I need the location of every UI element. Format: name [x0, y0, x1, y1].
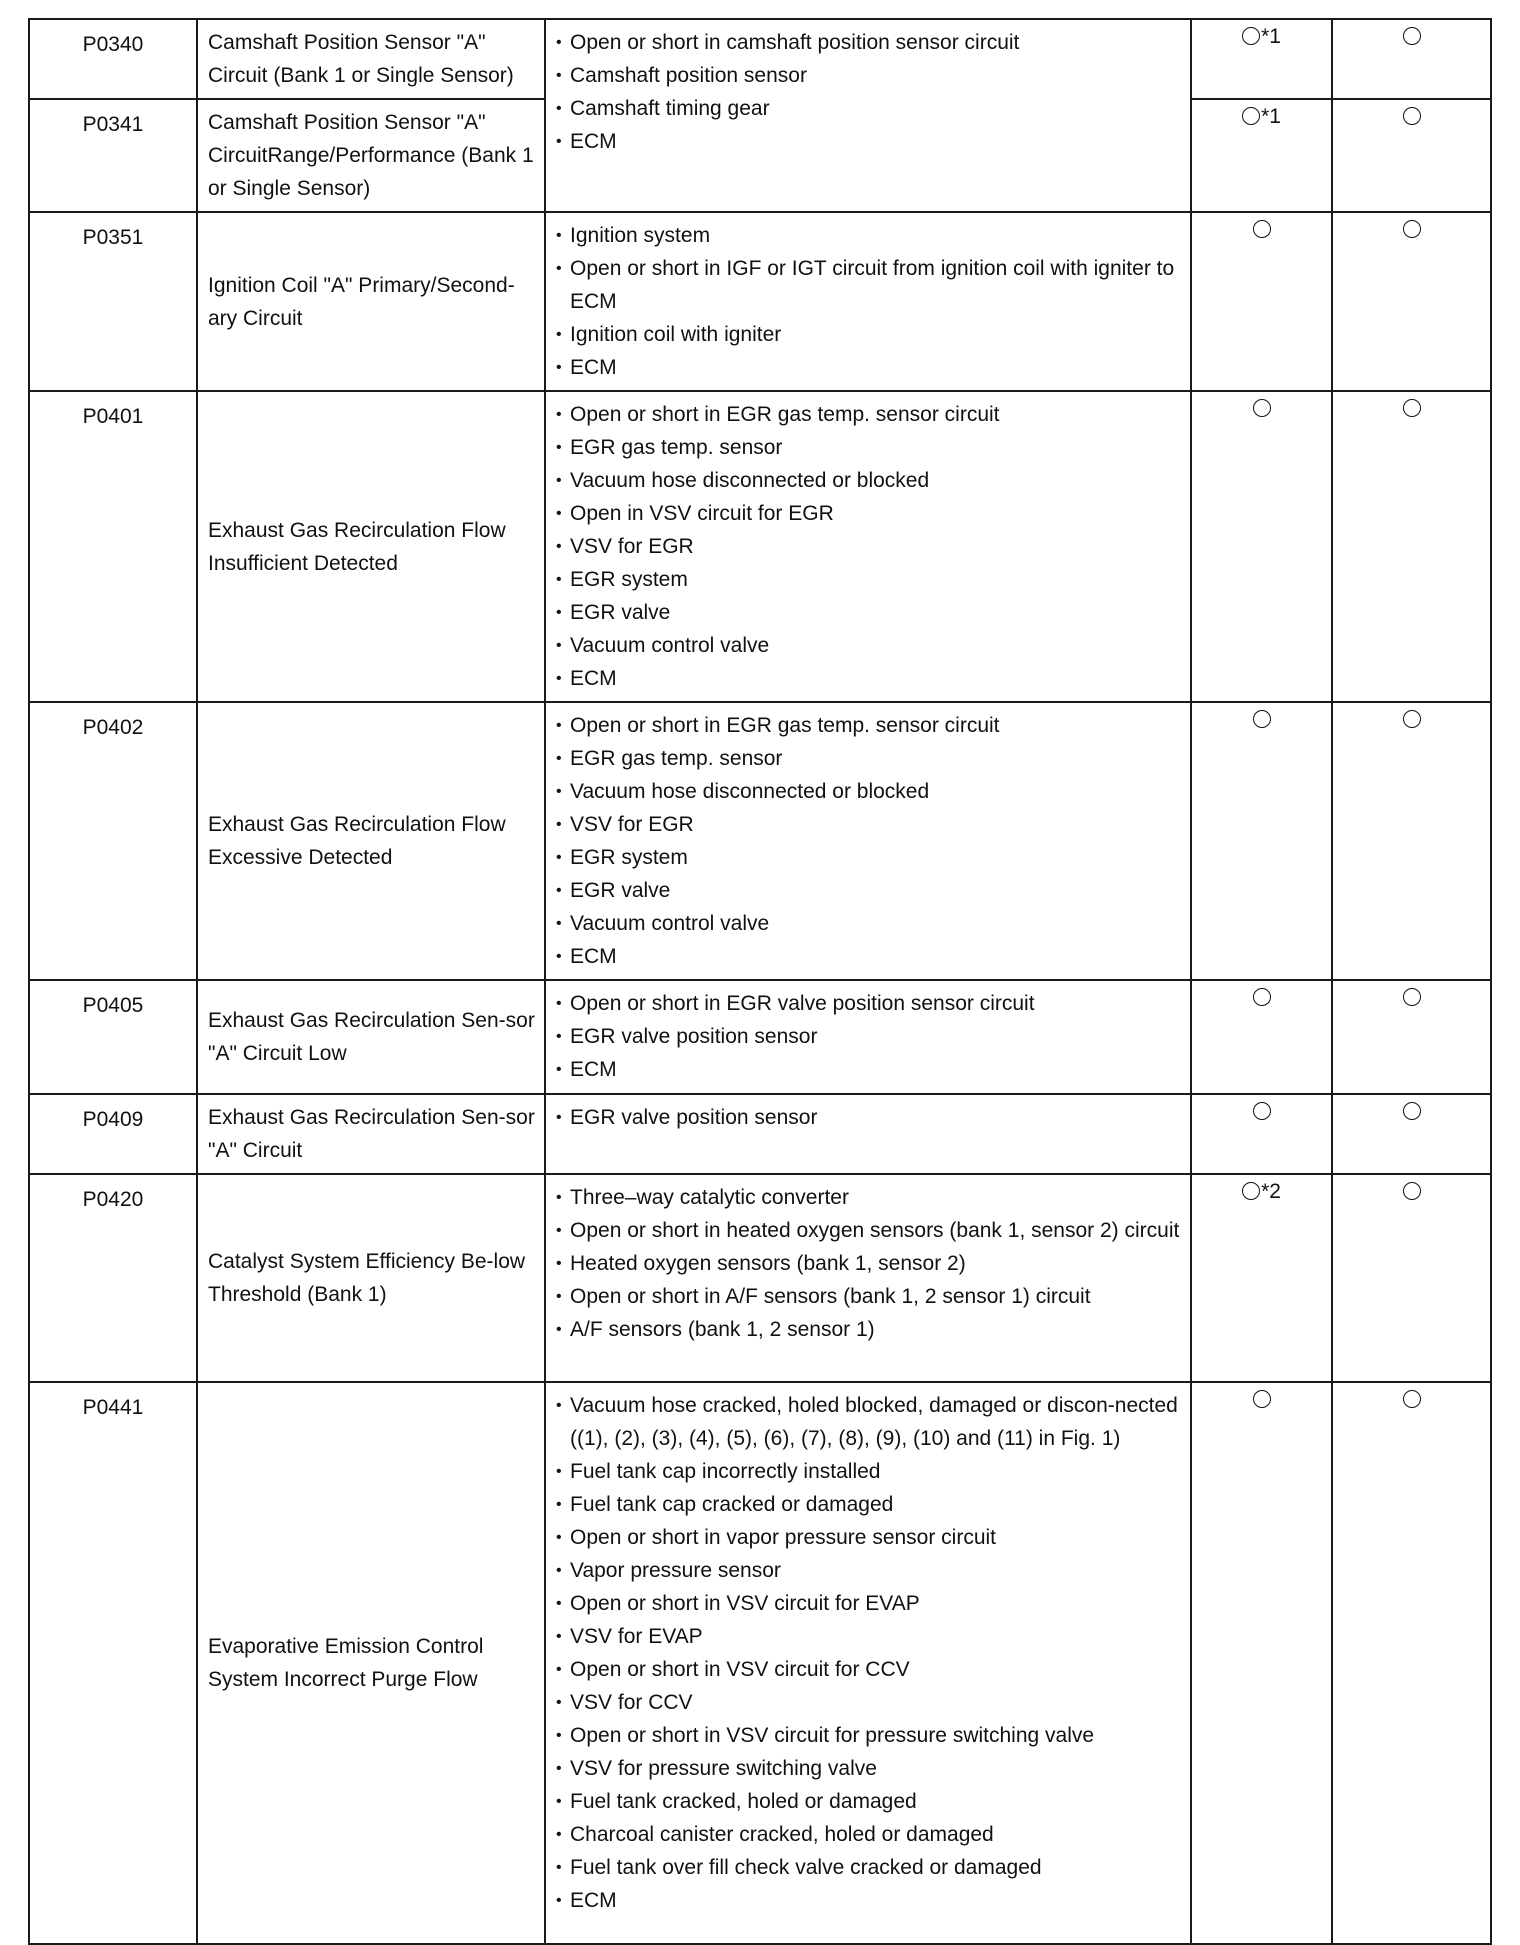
trouble-area-item: • Open or short in EGR gas temp. sensor circuit — [556, 398, 1180, 431]
trouble-area-item: • Fuel tank cracked, holed or damaged — [556, 1785, 1180, 1818]
trouble-area — [545, 391, 1191, 702]
dtc-code — [29, 1382, 197, 1944]
trouble-area-item: • Open in VSV circuit for EGR — [556, 497, 1180, 530]
memory-mark — [1332, 391, 1491, 702]
circle-mark-icon — [1242, 1182, 1260, 1200]
trouble-area-list — [556, 1101, 1180, 1134]
trouble-area-item: • EGR system — [556, 841, 1180, 874]
memory-mark — [1332, 980, 1491, 1094]
dtc-code — [29, 1174, 197, 1382]
mil-mark — [1191, 1174, 1332, 1382]
trouble-area-item: • Camshaft position sensor — [556, 59, 1180, 92]
trouble-area-item: • Fuel tank cap incorrectly installed — [556, 1455, 1180, 1488]
dtc-code — [29, 99, 197, 212]
mil-mark — [1191, 391, 1332, 702]
trouble-area-list — [556, 219, 1180, 384]
trouble-area-item: • Vapor pressure sensor — [556, 1554, 1180, 1587]
dtc-code-text: P0420 — [82, 1188, 144, 1211]
circle-mark-icon — [1403, 1182, 1421, 1200]
dtc-code-text: P0405 — [82, 994, 144, 1017]
circle-mark-icon — [1403, 220, 1421, 238]
trouble-area-list — [556, 26, 1180, 158]
detection-item: Exhaust Gas Recirculation Flow Insufficient Detected — [197, 391, 545, 702]
trouble-area-item: • Vacuum hose cracked, holed blocked, damaged or discon-nected ((1), (2), (3), (4), (5), (6), (7), (8), (9), (10) and (11) in Fig. 1) — [556, 1389, 1180, 1455]
trouble-area-item: • Open or short in VSV circuit for pressure switching valve — [556, 1719, 1180, 1752]
trouble-area-item: • VSV for EVAP — [556, 1620, 1180, 1653]
mil-mark — [1191, 1382, 1332, 1944]
trouble-area — [545, 1382, 1191, 1944]
trouble-area-list — [556, 987, 1180, 1086]
dtc-code-text: P0340 — [82, 33, 144, 56]
circle-mark-icon — [1242, 107, 1260, 125]
circle-mark-icon — [1403, 988, 1421, 1006]
footnote-marker: *1 — [1261, 105, 1281, 128]
trouble-area-item: • Vacuum control valve — [556, 629, 1180, 662]
trouble-area-item: • VSV for EGR — [556, 530, 1180, 563]
trouble-area — [545, 702, 1191, 980]
dtc-table-page — [28, 18, 1490, 1945]
dtc-code — [29, 702, 197, 980]
trouble-area-item: • EGR gas temp. sensor — [556, 431, 1180, 464]
table-row — [29, 212, 1491, 391]
trouble-area-item: • Camshaft timing gear — [556, 92, 1180, 125]
trouble-area — [545, 980, 1191, 1094]
trouble-area — [545, 1094, 1191, 1174]
trouble-area-item: • Open or short in camshaft position sensor circuit — [556, 26, 1180, 59]
trouble-area-item: • Three–way catalytic converter — [556, 1181, 1180, 1214]
trouble-area-item: • ECM — [556, 662, 1180, 695]
trouble-area-item: • ECM — [556, 125, 1180, 158]
trouble-area-item: • Open or short in heated oxygen sensors (bank 1, sensor 2) circuit — [556, 1214, 1180, 1247]
trouble-area-item: • Vacuum hose disconnected or blocked — [556, 464, 1180, 497]
trouble-area-item: • Open or short in IGF or IGT circuit from ignition coil with igniter to ECM — [556, 252, 1180, 318]
circle-mark-icon — [1253, 399, 1271, 417]
mil-mark — [1191, 980, 1332, 1094]
trouble-area-list — [556, 398, 1180, 695]
table-row — [29, 19, 1491, 99]
trouble-area-list — [556, 709, 1180, 973]
footnote-marker: *2 — [1261, 1180, 1281, 1203]
table-row — [29, 1382, 1491, 1944]
circle-mark-icon — [1403, 1390, 1421, 1408]
trouble-area-item: • EGR valve — [556, 874, 1180, 907]
trouble-area-item: • EGR valve position sensor — [556, 1020, 1180, 1053]
dtc-code-text: P0402 — [82, 716, 144, 739]
mil-mark — [1191, 19, 1332, 99]
trouble-area-item: • Vacuum control valve — [556, 907, 1180, 940]
trouble-area-item: • Open or short in vapor pressure sensor circuit — [556, 1521, 1180, 1554]
dtc-code-text: P0401 — [82, 405, 144, 428]
trouble-area-item: • Open or short in A/F sensors (bank 1, 2 sensor 1) circuit — [556, 1280, 1180, 1313]
dtc-code — [29, 980, 197, 1094]
table-row — [29, 1174, 1491, 1382]
trouble-area-item: • Charcoal canister cracked, holed or damaged — [556, 1818, 1180, 1851]
mil-mark — [1191, 1094, 1332, 1174]
trouble-area-item: • Vacuum hose disconnected or blocked — [556, 775, 1180, 808]
circle-mark-icon — [1403, 710, 1421, 728]
memory-mark — [1332, 702, 1491, 980]
trouble-area-list — [556, 1181, 1180, 1346]
circle-mark-icon — [1253, 1390, 1271, 1408]
trouble-area-item: • EGR system — [556, 563, 1180, 596]
trouble-area-item: • Heated oxygen sensors (bank 1, sensor 2) — [556, 1247, 1180, 1280]
dtc-code — [29, 1094, 197, 1174]
table-row — [29, 391, 1491, 702]
trouble-area-item: • ECM — [556, 351, 1180, 384]
trouble-area-item: • ECM — [556, 1884, 1180, 1917]
dtc-code — [29, 19, 197, 99]
table-row — [29, 702, 1491, 980]
trouble-area-item: • EGR valve position sensor — [556, 1101, 1180, 1134]
trouble-area-item: • VSV for CCV — [556, 1686, 1180, 1719]
trouble-area-list — [556, 1389, 1180, 1917]
trouble-area-item: • VSV for pressure switching valve — [556, 1752, 1180, 1785]
trouble-area-item: • Open or short in EGR valve position sensor circuit — [556, 987, 1180, 1020]
trouble-area-item: • ECM — [556, 1053, 1180, 1086]
dtc-code-text: P0351 — [82, 226, 144, 249]
detection-item: Ignition Coil "A" Primary/Second-ary Circuit — [197, 212, 545, 391]
memory-mark — [1332, 1094, 1491, 1174]
memory-mark — [1332, 1382, 1491, 1944]
circle-mark-icon — [1403, 1102, 1421, 1120]
trouble-area-item: • Fuel tank over fill check valve cracked or damaged — [556, 1851, 1180, 1884]
footnote-marker: *1 — [1261, 25, 1281, 48]
trouble-area — [545, 19, 1191, 212]
trouble-area-item: • Open or short in EGR gas temp. sensor circuit — [556, 709, 1180, 742]
trouble-area-item: • EGR gas temp. sensor — [556, 742, 1180, 775]
detection-item: Camshaft Position Sensor "A" Circuit (Bank 1 or Single Sensor) — [197, 19, 545, 99]
dtc-code-text: P0341 — [82, 113, 144, 136]
trouble-area-item: • Open or short in VSV circuit for EVAP — [556, 1587, 1180, 1620]
detection-item: Evaporative Emission Control System Incorrect Purge Flow — [197, 1382, 545, 1944]
trouble-area-item: • EGR valve — [556, 596, 1180, 629]
trouble-area-item: • Open or short in VSV circuit for CCV — [556, 1653, 1180, 1686]
memory-mark — [1332, 212, 1491, 391]
circle-mark-icon — [1403, 399, 1421, 417]
memory-mark — [1332, 1174, 1491, 1382]
circle-mark-icon — [1242, 27, 1260, 45]
dtc-code-text: P0409 — [82, 1108, 144, 1131]
circle-mark-icon — [1253, 710, 1271, 728]
circle-mark-icon — [1253, 220, 1271, 238]
table-row — [29, 1094, 1491, 1174]
mil-mark — [1191, 702, 1332, 980]
circle-mark-icon — [1253, 988, 1271, 1006]
trouble-area-item: • A/F sensors (bank 1, 2 sensor 1) — [556, 1313, 1180, 1346]
detection-item: Exhaust Gas Recirculation Sen-sor "A" Circuit Low — [197, 980, 545, 1094]
detection-item: Catalyst System Efficiency Be-low Threshold (Bank 1) — [197, 1174, 545, 1382]
trouble-area-item: • Ignition coil with igniter — [556, 318, 1180, 351]
memory-mark — [1332, 99, 1491, 212]
circle-mark-icon — [1403, 27, 1421, 45]
detection-item: Exhaust Gas Recirculation Sen-sor "A" Circuit — [197, 1094, 545, 1174]
mil-mark — [1191, 99, 1332, 212]
circle-mark-icon — [1403, 107, 1421, 125]
trouble-area-item: • ECM — [556, 940, 1180, 973]
dtc-code — [29, 391, 197, 702]
memory-mark — [1332, 19, 1491, 99]
table-row — [29, 980, 1491, 1094]
dtc-table — [28, 18, 1492, 1945]
detection-item: Camshaft Position Sensor "A" CircuitRange/Performance (Bank 1 or Single Sensor) — [197, 99, 545, 212]
trouble-area — [545, 212, 1191, 391]
trouble-area-item: • VSV for EGR — [556, 808, 1180, 841]
dtc-code — [29, 212, 197, 391]
mil-mark — [1191, 212, 1332, 391]
trouble-area-item: • Ignition system — [556, 219, 1180, 252]
trouble-area-item: • Fuel tank cap cracked or damaged — [556, 1488, 1180, 1521]
dtc-code-text: P0441 — [82, 1396, 144, 1419]
trouble-area — [545, 1174, 1191, 1382]
detection-item: Exhaust Gas Recirculation Flow Excessive Detected — [197, 702, 545, 980]
circle-mark-icon — [1253, 1102, 1271, 1120]
